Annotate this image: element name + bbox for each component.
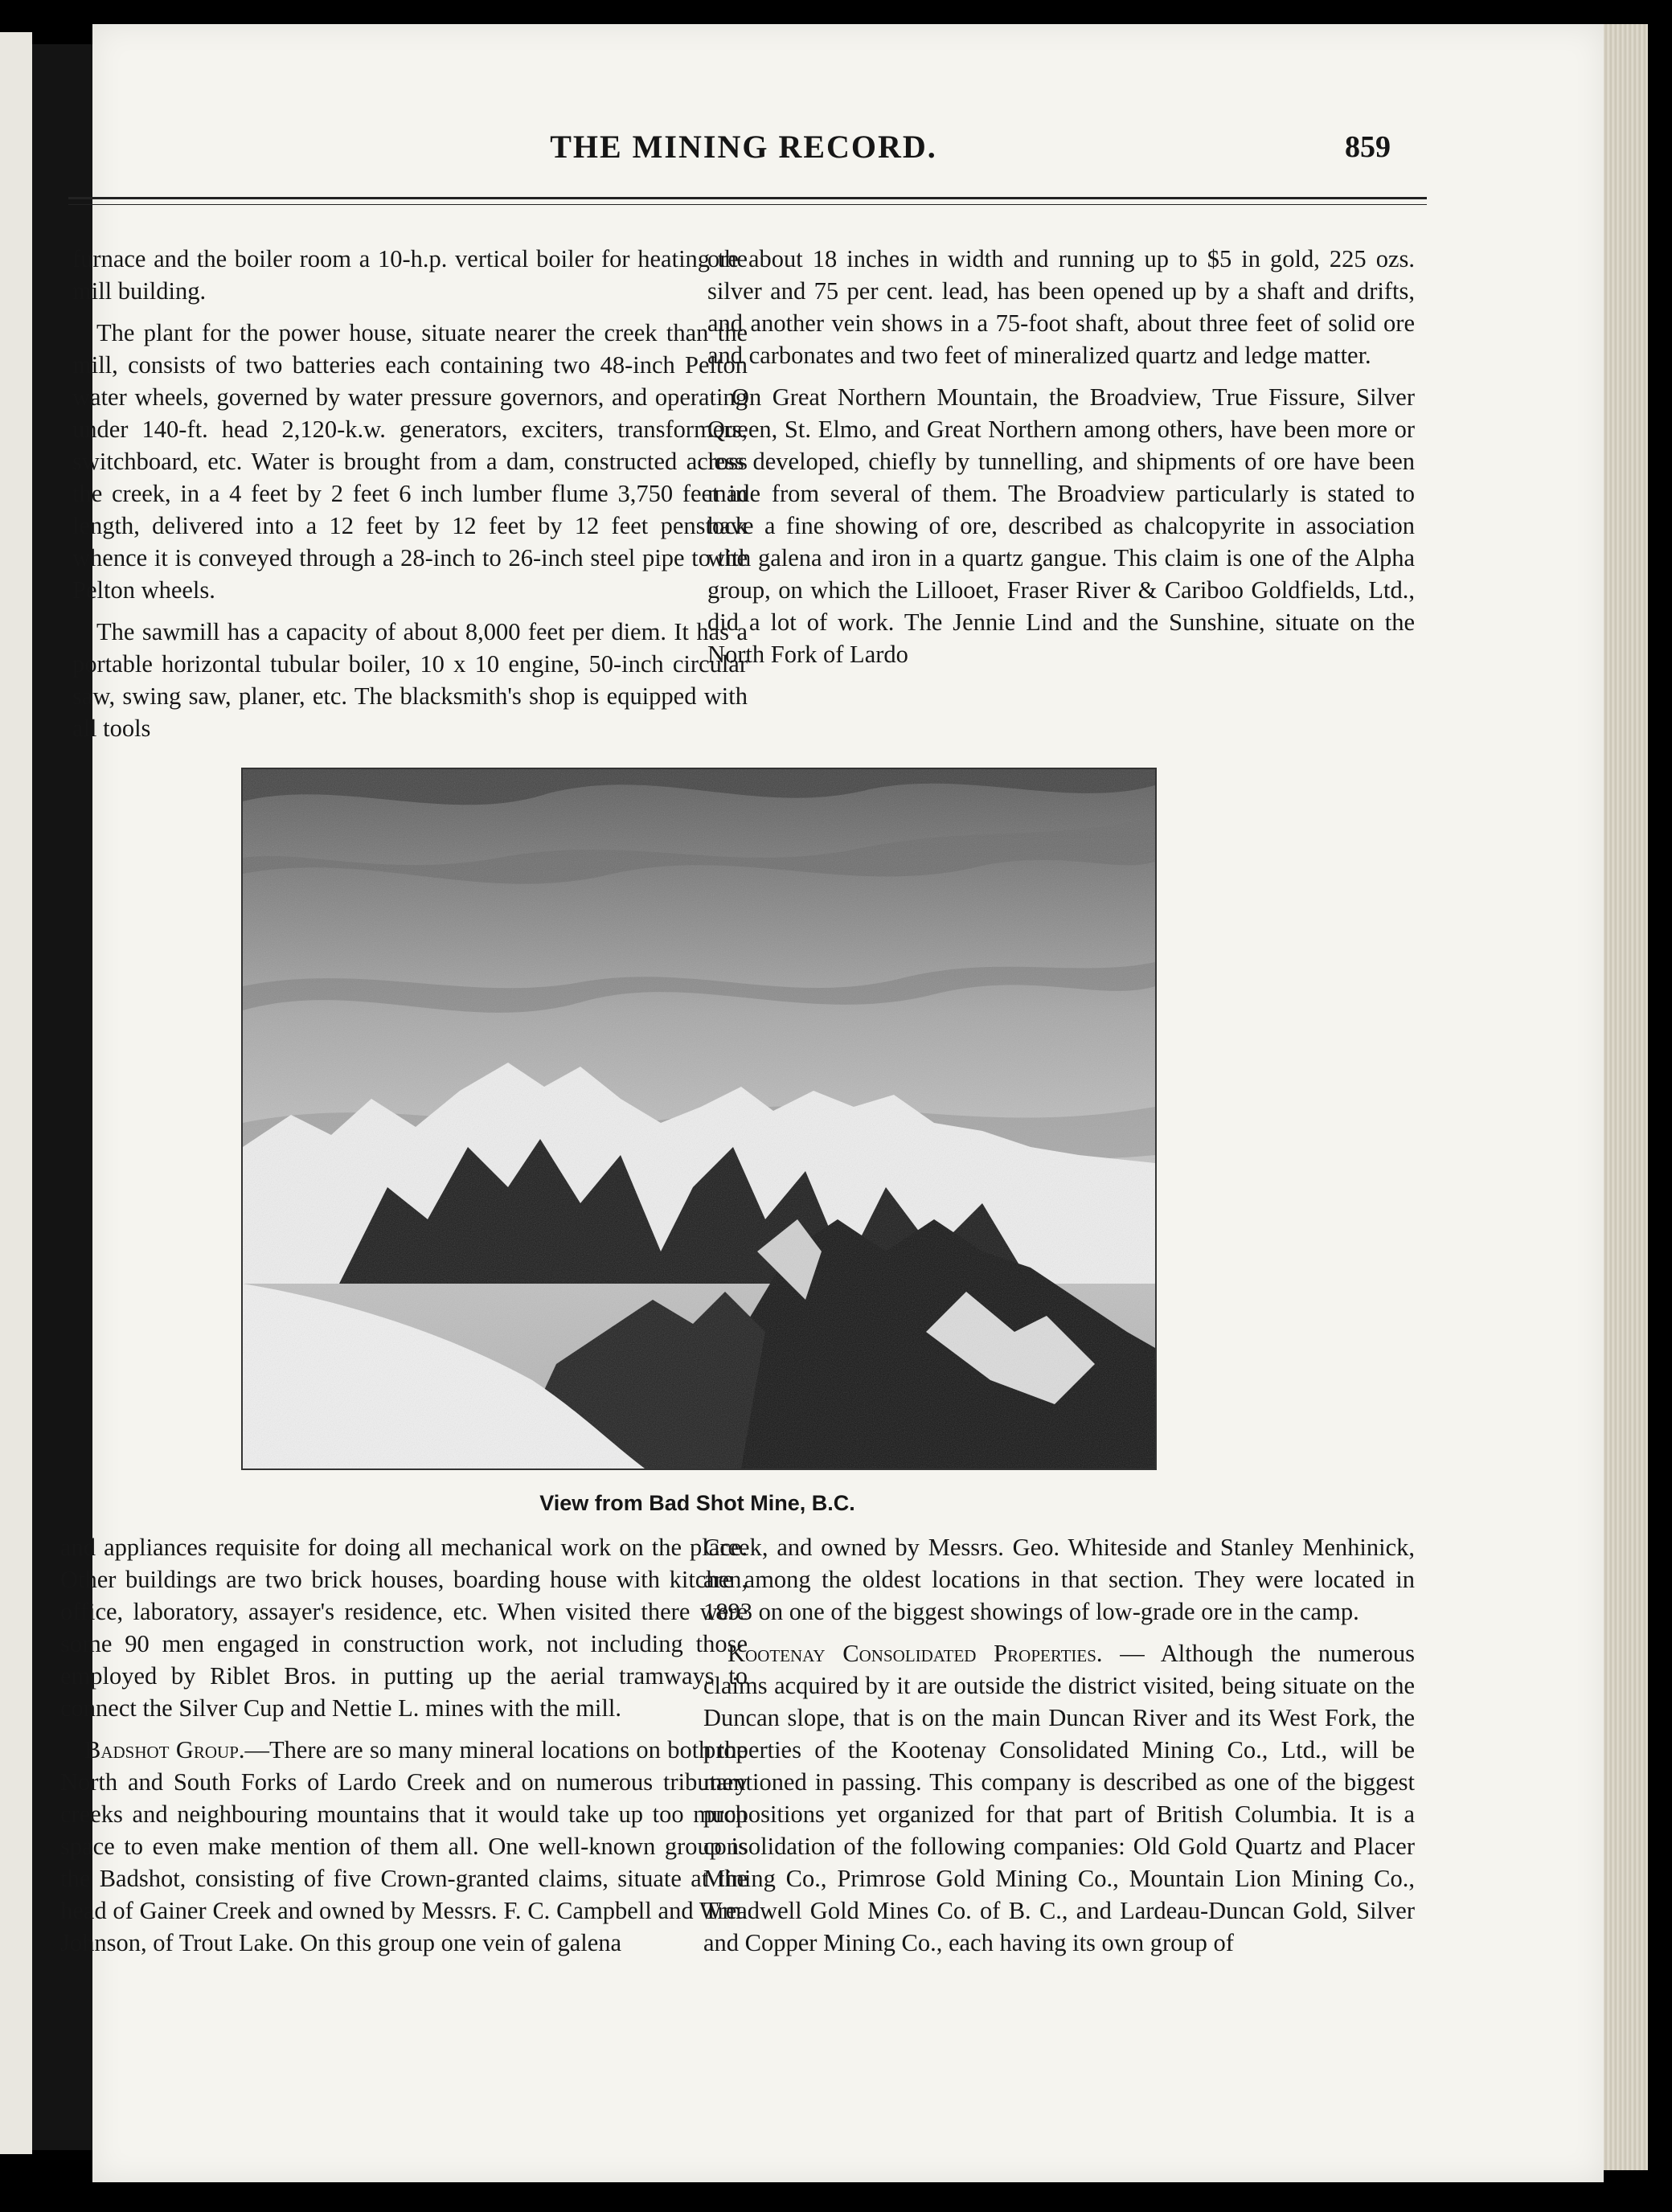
figure-caption: View from Bad Shot Mine, B.C. bbox=[539, 1491, 855, 1515]
paragraph-text: — Although the numerous claims acquired by it are outside the district visited, being situate on the Duncan slope, that is on the main Duncan River and its West Fork, the properties of the Kootenay Consolidated Mining Co., Ltd., will be mentioned in passing. This company is described as one of the biggest propositions yet organized for that part of British Columbia. It is a consolidation of the following companies: Old Gold Quartz and Placer Mining Co., Primrose Gold Mining Co., Mountain Lion Mining Co., Treadwell Gold Mines Co. of B. C., and Lardeau-Duncan Gold, Silver and Copper Mining Co., each having its own group of bbox=[703, 1640, 1415, 1956]
page-header bbox=[64, 125, 1423, 173]
header-rule-thin bbox=[68, 204, 1427, 205]
paragraph: The plant for the power house, situate nearer the creek than the mill, consists of two batteries each containing two 48-inch Pelton water wheels, governed by water pressure governors, and operating under 140-ft. head 2,120-k.w. generators, exciters, transformers, switchboard, etc. Water is brought from a dam, constructed across the creek, in a 4 feet by 2 feet 6 inch lumber flume 3,750 feet in length, delivered into a 12 feet by 12 feet by 12 feet penstock whence it is conveyed through a 28-inch to 26-inch steel pipe to the Pelton wheels. bbox=[72, 319, 748, 604]
section-heading-badshot: Badshot Group. bbox=[84, 1736, 245, 1763]
left-page-edge bbox=[0, 32, 32, 2154]
paragraph: and appliances requisite for doing all mechanical work on the place. Other buildings are two brick houses, boarding house with kitchen, office, laboratory, assayer's residence, etc. When visited there were some 90 men engaged in construction work, not including those employed by Riblet Bros. in putting up the aerial tramways to connect the Silver Cup and Nettie L. mines with the mill. bbox=[60, 1534, 748, 1722]
paragraph: The sawmill has a capacity of about 8,000 feet per diem. It has a portable horizontal tubular boiler, 10 x 10 engine, 50-inch circular saw, swing saw, planer, etc. The blacksmith's shop is equipped with all tools bbox=[72, 618, 748, 742]
paragraph-text: —There are so many mineral locations on both the North and South Forks of Lardo Creek and on numerous tributary creeks and neighbouring mountains that it would take up too much space to even make mention of them all. One well-known group is the Badshot, consisting of five Crown-granted claims, situate at the head of Gainer Creek and owned by Messrs. F. C. Campbell and Wm. Johnson, of Trout Lake. On this group one vein of galena bbox=[60, 1736, 748, 1956]
column-top-left bbox=[72, 243, 748, 754]
column-bottom-right bbox=[703, 1531, 1415, 1968]
section-heading-kootenay: Kootenay Consolidated Properties. bbox=[727, 1640, 1103, 1667]
column-bottom-left bbox=[60, 1531, 748, 1968]
page-number: 859 bbox=[1345, 130, 1391, 164]
right-page-edges bbox=[1604, 24, 1648, 2170]
paragraph: Creek, and owned by Messrs. Geo. Whiteside and Stanley Menhinick, are among the oldest locations in that section. They were located in 1893 on one of the biggest showings of low-grade ore in the camp. bbox=[703, 1534, 1415, 1625]
paragraph bbox=[703, 1637, 1415, 1959]
paragraph: furnace and the boiler room a 10-h.p. vertical boiler for heating the mill building. bbox=[72, 245, 748, 305]
paragraph: ore about 18 inches in width and running up to $5 in gold, 225 ozs. silver and 75 per cent. lead, has been opened up by a shaft and drifts, and another vein shows in a 75-foot shaft, about three feet of solid ore and carbonates and two feet of mineralized quartz and ledge matter. bbox=[707, 245, 1415, 369]
mountain-landscape-image bbox=[243, 769, 1155, 1469]
header-rule-thick bbox=[68, 197, 1427, 199]
journal-title: THE MINING RECORD. bbox=[550, 129, 937, 165]
mountain-photograph bbox=[241, 768, 1157, 1470]
column-top-right bbox=[707, 243, 1415, 680]
paragraph bbox=[60, 1734, 748, 1959]
paragraph: On Great Northern Mountain, the Broadview, True Fissure, Silver Queen, St. Elmo, and Great Northern among others, have been more or less developed, chiefly by tunnelling, and shipments of ore have been made from several of them. The Broadview particularly is stated to have a fine showing of ore, described as chalcopyrite in association with galena and iron in a quartz gangue. This claim is one of the Alpha group, on which the Lillooet, Fraser River & Cariboo Goldfields, Ltd., did a lot of work. The Jennie Lind and the Sunshine, situate on the North Fork of Lardo bbox=[707, 383, 1415, 668]
